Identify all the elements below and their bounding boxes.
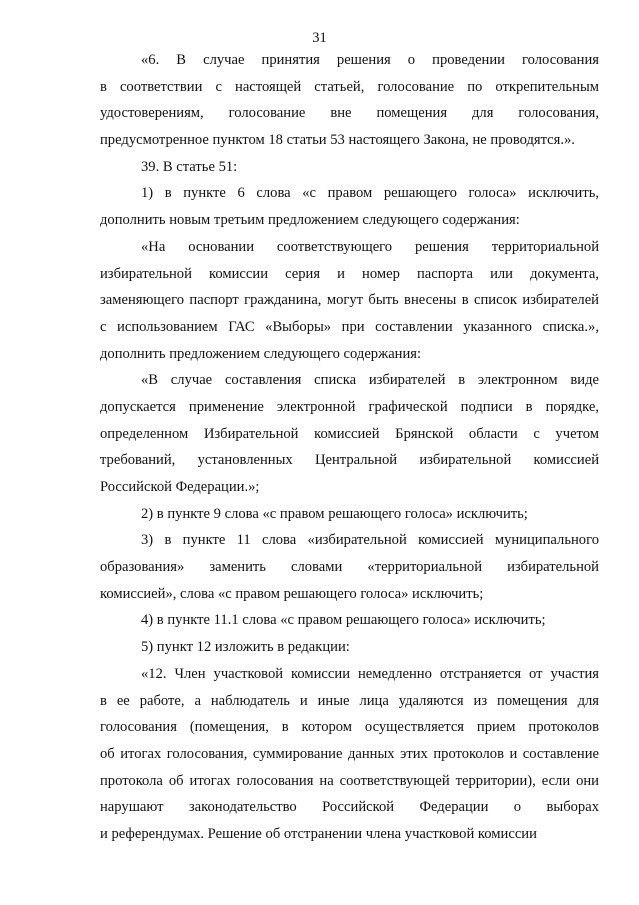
text-line: заменяющего паспорт гражданина, могут быть внесены в список избирателей <box>100 292 599 309</box>
text-line: и референдумах. Решение об отстранении члена участковой комиссии <box>100 825 537 842</box>
paragraph <box>100 501 599 528</box>
paragraph <box>100 47 599 154</box>
text-line: нарушают законодательство Российской Федерации о выборах <box>100 799 599 816</box>
text-line: 5) пункт 12 изложить в редакции: <box>141 639 350 656</box>
text-line: протокола об итогах голосования на соответствующей территории), если они <box>100 772 599 789</box>
paragraph <box>100 154 599 181</box>
text-line: 1) в пункте 6 слова «с правом решающего голоса» исключить, <box>141 185 599 202</box>
paragraph <box>100 527 599 607</box>
text-line: удостоверениям, голосование вне помещения для голосования, <box>100 105 599 122</box>
text-line: в ее работе, а наблюдатель и иные лица удаляются из помещения для <box>100 692 599 709</box>
document-body <box>100 47 599 848</box>
text-line: образования» заменить словами «территориальной избирательной <box>100 559 599 576</box>
text-line: об итогах голосования, суммирование данных этих протоколов и составление <box>100 745 599 762</box>
paragraph <box>100 234 599 367</box>
text-line: Российской Федерации.»; <box>100 479 260 495</box>
text-line: предусмотренное пунктом 18 статьи 53 настоящего Закона, не проводятся.». <box>100 132 575 149</box>
text-line: в соответствии с настоящей статьей, голосование по открепительным <box>100 78 599 95</box>
text-line: с использованием ГАС «Выборы» при составлении указанного списка.», <box>100 318 599 335</box>
text-line: 2) в пункте 9 слова «с правом решающего голоса» исключить; <box>141 505 528 522</box>
text-line: «12. Член участковой комиссии немедленно отстраняется от участия <box>141 665 599 682</box>
paragraph <box>100 634 599 661</box>
text-line: комиссией», слова «с правом решающего голоса» исключить; <box>100 585 484 602</box>
text-line: «В случае составления списка избирателей в электронном виде <box>141 372 599 389</box>
page-number: 31 <box>312 30 327 46</box>
text-line: допускается применение электронной графической подписи в порядке, <box>100 398 599 415</box>
text-line: голосования (помещения, в котором осуществляется прием протоколов <box>100 719 599 736</box>
text-line: 3) в пункте 11 слова «избирательной комиссией муниципального <box>141 532 599 549</box>
paragraph <box>100 607 599 634</box>
text-line: дополнить предложением следующего содержания: <box>100 345 422 362</box>
text-line: требований, установленных Центральной избирательной комиссией <box>100 452 599 469</box>
text-line: 39. В статье 51: <box>141 158 238 175</box>
text-line: определенном Избирательной комиссией Брянской области с учетом <box>100 425 599 442</box>
text-line: «6. В случае принятия решения о проведении голосования <box>141 52 599 68</box>
text-line: 4) в пункте 11.1 слова «с правом решающего голоса» исключить; <box>141 612 546 629</box>
text-line: «На основании соответствующего решения территориальной <box>141 238 599 255</box>
paragraph <box>100 661 599 848</box>
paragraph <box>100 180 599 233</box>
text-line: дополнить новым третьим предложением следующего содержания: <box>100 212 520 229</box>
text-line: избирательной комиссии серия и номер паспорта или документа, <box>100 265 599 282</box>
paragraph <box>100 367 599 500</box>
